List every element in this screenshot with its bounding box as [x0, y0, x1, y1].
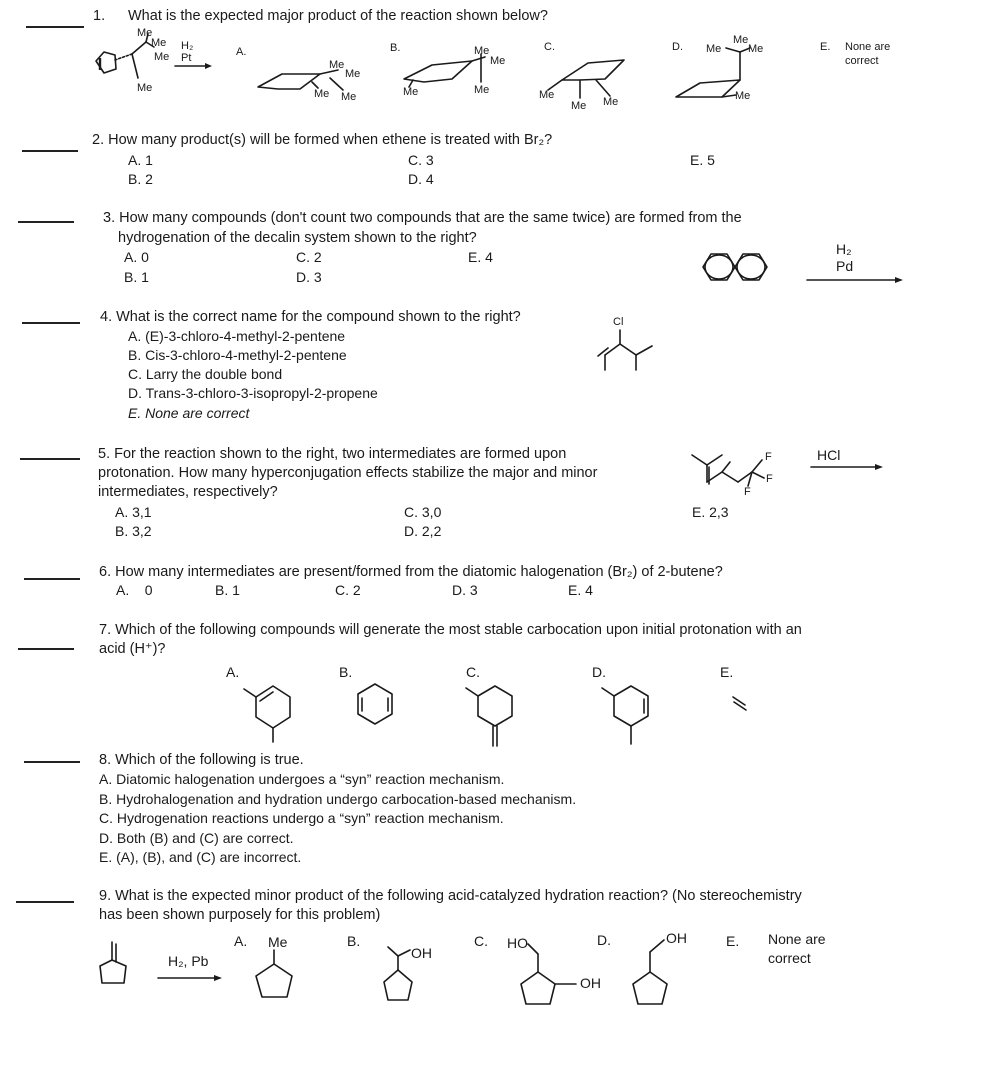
- question-9-text-line2: has been shown purposely for this problem): [99, 907, 381, 923]
- q1-reagent-pt: Pt: [181, 52, 192, 64]
- q7-option-e-letter[interactable]: E.: [720, 664, 734, 680]
- q9-option-d-letter[interactable]: D.: [597, 932, 611, 948]
- q1-d-me-4: Me: [735, 90, 751, 102]
- q2-option-e[interactable]: E. 5: [690, 152, 715, 168]
- q3-option-a[interactable]: A. 0: [124, 249, 149, 265]
- q1-option-d-structure: [676, 48, 750, 97]
- q1-option-c-structure: [548, 60, 624, 98]
- q6-option-c[interactable]: C. 2: [335, 582, 361, 598]
- q2-option-c[interactable]: C. 3: [408, 152, 434, 168]
- q1-sm-me-2: Me: [151, 37, 167, 49]
- q4-alkene-structure: [598, 330, 652, 370]
- q6-option-b[interactable]: B. 1: [215, 582, 240, 598]
- q5-option-c[interactable]: C. 3,0: [404, 504, 442, 520]
- question-3-text-line1: 3. How many compounds (don't count two compounds that are the same twice) are formed from the: [103, 210, 742, 226]
- q4-option-e[interactable]: E. None are correct: [128, 405, 250, 421]
- q1-a-me-4: Me: [341, 91, 357, 103]
- q9-option-e-line2: correct: [768, 950, 811, 966]
- q2-option-b[interactable]: B. 2: [128, 171, 153, 187]
- q5-option-e[interactable]: E. 2,3: [692, 504, 729, 520]
- q7-option-d-letter[interactable]: D.: [592, 664, 606, 680]
- q5-arrow: [811, 464, 883, 470]
- q1-option-b-letter: B.: [390, 42, 401, 54]
- q9-reagent: H₂, Pb: [168, 953, 209, 969]
- question-9-text-line1: 9. What is the expected minor product of the following acid-catalyzed hydration reaction? (No stereochemistry: [99, 888, 802, 904]
- q1-sm-me-3: Me: [154, 51, 170, 63]
- q9-arrow: [158, 975, 222, 981]
- q6-option-a[interactable]: A. 0: [116, 582, 153, 598]
- q5-option-a[interactable]: A. 3,1: [115, 504, 152, 520]
- q1-c-me-3: Me: [603, 96, 619, 108]
- q8-option-c[interactable]: C. Hydrogenation reactions undergo a “syn” reaction mechanism.: [99, 810, 504, 826]
- q5-alkene-structure: [692, 455, 764, 486]
- q9-c-oh-bottom: OH: [580, 975, 601, 991]
- q8-option-d[interactable]: D. Both (B) and (C) are correct.: [99, 830, 294, 846]
- q9-option-b-letter[interactable]: B.: [347, 933, 361, 949]
- q5-option-b[interactable]: B. 3,2: [115, 523, 152, 539]
- q7-option-e-structure: [733, 697, 746, 710]
- q8-option-e[interactable]: E. (A), (B), and (C) are incorrect.: [99, 849, 302, 865]
- q7-option-b-letter[interactable]: B.: [339, 664, 353, 680]
- question-5-text-line2: protonation. How many hyperconjugation effects stabilize the major and minor: [98, 465, 598, 481]
- q6-option-e[interactable]: E. 4: [568, 582, 593, 598]
- q1-d-me-3: Me: [748, 43, 764, 55]
- q1-sm-me-4: Me: [137, 82, 153, 94]
- q9-option-e-letter[interactable]: E.: [726, 933, 740, 949]
- q4-option-c[interactable]: C. Larry the double bond: [128, 366, 283, 382]
- q7-option-a-structure: [244, 686, 290, 742]
- q1-starting-material: [96, 34, 154, 78]
- q1-option-d-letter: D.: [672, 41, 683, 53]
- q5-option-d[interactable]: D. 2,2: [404, 523, 442, 539]
- q1-reagent-h2: H₂: [181, 40, 194, 52]
- q7-option-c-structure: [466, 686, 512, 746]
- q3-option-d[interactable]: D. 3: [296, 269, 322, 285]
- q1-a-me-3: Me: [314, 88, 330, 100]
- q1-c-me-2: Me: [571, 100, 587, 112]
- q8-option-b[interactable]: B. Hydrohalogenation and hydration undergo carbocation-based mechanism.: [99, 791, 577, 807]
- question-3-text-line2: hydrogenation of the decalin system shown to the right?: [118, 230, 477, 246]
- q1-option-a-letter: A.: [236, 46, 247, 58]
- q1-option-e-line2: correct: [845, 55, 879, 67]
- q9-option-d-structure: [633, 940, 667, 1004]
- q9-option-e-line1: None are: [768, 931, 826, 947]
- q5-f-label-3: F: [744, 486, 751, 498]
- q1-c-me-1: Me: [539, 89, 555, 101]
- q3-option-e[interactable]: E. 4: [468, 249, 493, 265]
- q1-d-me-2: Me: [706, 43, 722, 55]
- q3-option-c[interactable]: C. 2: [296, 249, 322, 265]
- question-2-text: 2. How many product(s) will be formed when ethene is treated with Br₂?: [92, 132, 553, 148]
- q4-option-b[interactable]: B. Cis-3-chloro-4-methyl-2-pentene: [128, 347, 347, 363]
- q9-option-c-letter[interactable]: C.: [474, 933, 488, 949]
- q5-reagent-hcl: HCl: [817, 447, 841, 463]
- question-4-text: 4. What is the correct name for the compound shown to the right?: [100, 309, 521, 325]
- q6-option-d[interactable]: D. 3: [452, 582, 478, 598]
- q1-option-c-letter: C.: [544, 41, 555, 53]
- q3-arrow: [807, 277, 903, 283]
- q7-option-d-structure: [602, 686, 648, 744]
- question-7-text-line2: acid (H⁺)?: [99, 641, 166, 657]
- q3-reagent-pd: Pd: [836, 258, 854, 274]
- q9-a-me: Me: [268, 934, 288, 950]
- q2-option-a[interactable]: A. 1: [128, 152, 153, 168]
- question-1-number: 1.: [93, 8, 106, 24]
- q1-option-a-structure: [258, 70, 343, 90]
- q4-option-a[interactable]: A. (E)-3-chloro-4-methyl-2-pentene: [128, 328, 346, 344]
- q1-b-me-4: Me: [474, 84, 490, 96]
- q1-a-me-2: Me: [345, 68, 361, 80]
- q9-option-a-letter[interactable]: A.: [234, 933, 248, 949]
- q4-cl-label: Cl: [613, 316, 624, 328]
- q3-option-b[interactable]: B. 1: [124, 269, 149, 285]
- q1-b-me-2: Me: [490, 55, 506, 67]
- q5-f-label-2: F: [766, 473, 773, 485]
- question-6-text: 6. How many intermediates are present/formed from the diatomic halogenation (Br₂) of 2-butene?: [99, 564, 723, 580]
- q9-d-oh: OH: [666, 930, 687, 946]
- q9-starting-material: [100, 942, 126, 983]
- q2-option-d[interactable]: D. 4: [408, 171, 434, 187]
- q1-d-me-1: Me: [733, 34, 749, 46]
- q1-option-e-letter: E.: [820, 41, 831, 53]
- q3-decalin-structure: [703, 254, 767, 280]
- q7-option-c-letter[interactable]: C.: [466, 664, 480, 680]
- q7-option-a-letter[interactable]: A.: [226, 664, 240, 680]
- q1-b-me-3: Me: [403, 86, 419, 98]
- q9-c-ho: HO: [507, 935, 528, 951]
- q9-option-b-structure: [384, 947, 412, 1000]
- q1-b-me-1: Me: [474, 45, 490, 57]
- q7-option-b-structure: [358, 684, 392, 724]
- q9-b-oh: OH: [411, 945, 432, 961]
- question-5-text-line3: intermediates, respectively?: [98, 484, 278, 500]
- question-1-text: What is the expected major product of the reaction shown below?: [128, 8, 548, 24]
- question-5-text-line1: 5. For the reaction shown to the right, two intermediates are formed upon: [98, 446, 567, 462]
- q9-option-a-structure: [256, 950, 292, 997]
- q1-a-me-1: Me: [329, 59, 345, 71]
- q1-arrow: [175, 63, 212, 69]
- question-8-text: 8. Which of the following is true.: [99, 752, 304, 768]
- q1-option-e-line1: None are: [845, 41, 891, 53]
- q9-option-c-structure: [521, 944, 576, 1004]
- q8-option-a[interactable]: A. Diatomic halogenation undergoes a “syn” reaction mechanism.: [99, 771, 505, 787]
- question-7-text-line1: 7. Which of the following compounds will generate the most stable carbocation upon initial protonation with an: [99, 622, 802, 638]
- q1-option-b-structure: [404, 54, 485, 87]
- q3-reagent-h2: H₂: [836, 241, 852, 257]
- q5-f-label-1: F: [765, 451, 772, 463]
- q1-sm-me-1: Me: [137, 27, 153, 39]
- q4-option-d[interactable]: D. Trans-3-chloro-3-isopropyl-2-propene: [128, 385, 378, 401]
